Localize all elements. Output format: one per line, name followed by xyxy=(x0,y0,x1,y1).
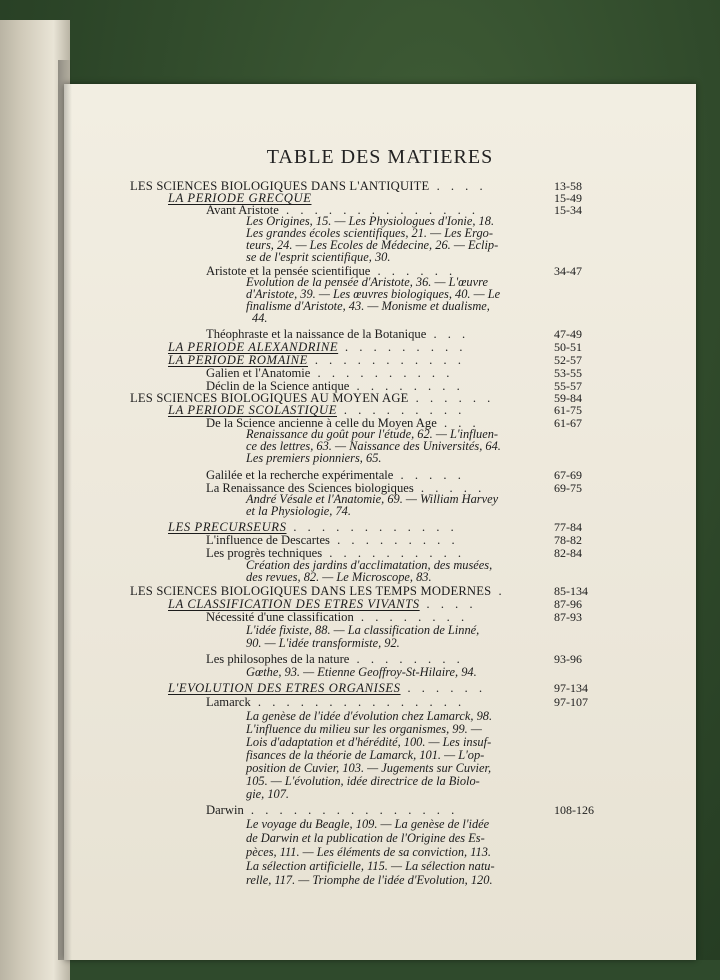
entry-text: des revues, 82. — Le Microscope, 83. xyxy=(246,570,432,584)
entry-text: de Darwin et la publication de l'Origine des Es- xyxy=(246,831,485,845)
entry-text: L'idée fixiste, 88. — La classification de Linné, xyxy=(246,623,480,637)
toc-description-line xyxy=(246,251,390,265)
dot-leader: . . . . . xyxy=(393,468,465,482)
entry-text: ce des lettres, 63. — Naissance des Universités, 64. xyxy=(246,439,501,453)
entry-text: relle, 117. — Triomphe de l'idée d'Evolution, 120. xyxy=(246,873,493,887)
entry-text: La genèse de l'idée d'évolution chez Lamarck, 98. xyxy=(246,709,493,723)
toc-entry xyxy=(206,533,459,547)
entry-text: Gœthe, 93. — Etienne Geoffroy-St-Hilaire, 94. xyxy=(246,665,477,679)
page-number: 52-57 xyxy=(554,353,582,367)
entry-text: Galilée et la recherche expérimentale xyxy=(206,468,394,482)
page-number: 97-134 xyxy=(554,681,588,695)
toc-description-line xyxy=(246,637,400,651)
toc-entry xyxy=(206,366,453,380)
page-number: 93-96 xyxy=(554,652,582,666)
dot-leader: . . . . xyxy=(429,179,487,193)
entry-text: position de Cuvier, 103. — Jugements sur Cuvier, xyxy=(246,761,492,775)
dot-leader: . . . . . . . . . . . . . . . xyxy=(250,695,466,709)
dot-leader: . . . . . . xyxy=(408,391,495,405)
entry-text: André Vésale et l'Anatomie, 69. — William Harvey xyxy=(246,492,499,506)
toc-entry xyxy=(206,652,464,666)
dot-leader: . xyxy=(491,584,506,598)
entry-text: Création des jardins d'acclimatation, des musées, xyxy=(246,558,493,572)
toc-description-line xyxy=(246,832,485,846)
toc-description-line xyxy=(246,860,495,874)
entry-text: 105. — L'évolution, idée directrice de la Biolo- xyxy=(246,774,480,788)
dot-leader: . . . . . . . . . xyxy=(338,340,467,354)
entry-text: Avant Aristote xyxy=(206,203,279,217)
entry-text: Nécessité d'une classification xyxy=(206,610,354,624)
dot-leader: . . . xyxy=(436,416,480,430)
page-title: TABLE DES MATIERES xyxy=(266,146,494,168)
toc-section-heading xyxy=(168,597,477,611)
entry-text: La sélection artificielle, 115. — La sélection natu- xyxy=(246,859,495,873)
book-page xyxy=(64,84,696,960)
entry-text: Renaissance du goût pour l'étude, 62. — L'influen- xyxy=(246,427,499,441)
entry-text: LES SCIENCES BIOLOGIQUES DANS L'ANTIQUITE xyxy=(130,179,430,193)
dot-leader: . . . . . . . . . . . . xyxy=(286,520,459,534)
toc-description-line xyxy=(246,505,351,519)
entry-text: LA PERIODE ROMAINE xyxy=(168,353,308,367)
page-number: 61-67 xyxy=(554,416,582,430)
dot-leader: . . . . . . . . . . xyxy=(310,366,454,380)
page-number: 34-47 xyxy=(554,264,582,278)
page-number: 108-126 xyxy=(554,803,594,817)
entry-text: Aristote et la pensée scientifique xyxy=(206,264,371,278)
entry-text: LA PERIODE ALEXANDRINE xyxy=(168,340,339,354)
dot-leader: . . . . . . . . . xyxy=(337,403,466,417)
entry-text: Les grandes écoles scientifiques, 21. — Les Ergo- xyxy=(246,226,493,240)
entry-text: pèces, 111. — Les éléments de sa conviction, 113. xyxy=(246,845,491,859)
entry-text: LA CLASSIFICATION DES ETRES VIVANTS xyxy=(168,597,420,611)
dot-leader: . . . . . . . . xyxy=(349,379,464,393)
dot-leader: . . . xyxy=(426,327,470,341)
entry-text: L'influence de Descartes xyxy=(206,533,330,547)
entry-text: gie, 107. xyxy=(246,787,290,801)
dot-leader: . . . . . . . . . . xyxy=(322,546,466,560)
dot-leader: . . . . . . . . . . . . . . xyxy=(278,203,480,217)
dot-leader: . . . . . . xyxy=(400,681,487,695)
toc-description-line xyxy=(246,300,490,314)
entry-text: 44. xyxy=(252,311,268,325)
entry-text: LES SCIENCES BIOLOGIQUES AU MOYEN AGE xyxy=(130,391,409,405)
entry-text: Déclin de la Science antique xyxy=(206,379,350,393)
toc-description-line xyxy=(246,666,477,680)
page-number: 77-84 xyxy=(554,520,582,534)
toc-entry xyxy=(206,327,469,341)
entry-text: finalisme d'Aristote, 43. — Monisme et dualisme, xyxy=(246,299,490,313)
toc-description-line xyxy=(246,452,382,466)
entry-text: Les Origines, 15. — Les Physiologues d'Ionie, 18. xyxy=(246,214,495,228)
page-number: 53-55 xyxy=(554,366,582,380)
page-number: 97-107 xyxy=(554,695,588,709)
entry-text: 90. — L'idée transformiste, 92. xyxy=(246,636,400,650)
toc-section-heading xyxy=(168,340,467,354)
dot-leader: . . . . . . . . . . . . . . . xyxy=(243,803,459,817)
page-number: 82-84 xyxy=(554,546,582,560)
toc-description-line xyxy=(252,312,268,326)
entry-text: Les philosophes de la nature xyxy=(206,652,350,666)
entry-text: LA PERIODE SCOLASTIQUE xyxy=(168,403,337,417)
toc-part-heading xyxy=(130,584,506,598)
entry-text: se de l'esprit scientifique, 30. xyxy=(246,250,391,264)
page-number: 13-58 xyxy=(554,179,582,193)
page-number: 55-57 xyxy=(554,379,582,393)
entry-text: Les premiers pionniers, 65. xyxy=(246,451,382,465)
toc-section-heading xyxy=(168,353,465,367)
toc-section-heading xyxy=(168,520,458,534)
entry-text: LES SCIENCES BIOLOGIQUES DANS LES TEMPS MODERNES xyxy=(130,584,492,598)
page-number: 59-84 xyxy=(554,391,582,405)
page-number: 87-93 xyxy=(554,610,582,624)
entry-text: Galien et l'Anatomie xyxy=(206,366,311,380)
dot-leader: . . . . . . . . . xyxy=(329,533,459,547)
entry-text: L'influence du milieu sur les organismes, 99. — xyxy=(246,722,482,736)
dot-leader: . . . . . xyxy=(413,481,486,495)
dot-leader: . . . . xyxy=(419,597,477,611)
page-number: 69-75 xyxy=(554,481,582,495)
entry-text: De la Science ancienne à celle du Moyen Age xyxy=(206,416,437,430)
dot-leader: . . . . . . . . . . . xyxy=(307,353,466,367)
page-number: 47-49 xyxy=(554,327,582,341)
toc-description-line xyxy=(246,874,493,888)
toc-entry xyxy=(206,610,468,624)
page-number: 87-96 xyxy=(554,597,582,611)
dot-leader: . . . . . . xyxy=(370,264,457,278)
entry-text: LES PRECURSEURS xyxy=(168,520,287,534)
entry-text: et la Physiologie, 74. xyxy=(246,504,351,518)
page-number: 50-51 xyxy=(554,340,582,354)
entry-text: La Renaissance des Sciences biologiques xyxy=(206,481,414,495)
toc-description-line xyxy=(246,788,289,802)
page-number: 15-34 xyxy=(554,203,582,217)
entry-text: Théophraste et la naissance de la Botanique xyxy=(206,327,427,341)
page-number: 61-75 xyxy=(554,403,582,417)
entry-text: Evolution de la pensée d'Aristote, 36. — L'œuvre xyxy=(246,275,488,289)
toc-entry xyxy=(206,695,465,709)
toc-section-heading xyxy=(168,681,486,695)
entry-text: Lamarck xyxy=(206,695,251,709)
entry-text: Les progrès techniques xyxy=(206,546,323,560)
toc-section-heading xyxy=(168,403,466,417)
dot-leader: . . . . . . . . xyxy=(353,610,469,624)
entry-text: Darwin xyxy=(206,803,244,817)
book-gutter-shadow xyxy=(58,60,72,960)
toc-description-line xyxy=(246,818,489,832)
entry-text: L'EVOLUTION DES ETRES ORGANISES xyxy=(168,681,401,695)
page-number: 67-69 xyxy=(554,468,582,482)
entry-text: fisances de la théorie de Lamarck, 101. — L'op- xyxy=(246,748,485,762)
entry-text: teurs, 24. — Les Ecoles de Médecine, 26. — Eclip- xyxy=(246,238,499,252)
toc-entry xyxy=(206,468,465,482)
page-number: 85-134 xyxy=(554,584,588,598)
page-number: 78-82 xyxy=(554,533,582,547)
entry-text: LA PERIODE GRECQUE xyxy=(168,191,312,205)
toc-description-line xyxy=(246,571,432,585)
dot-leader: . . . . . . . . xyxy=(349,652,464,666)
page-number: 15-49 xyxy=(554,191,582,205)
toc-description-line xyxy=(246,846,491,860)
toc-entry xyxy=(206,803,458,817)
entry-text: Lois d'adaptation et d'hérédité, 100. — Les insuf- xyxy=(246,735,492,749)
entry-text: Le voyage du Beagle, 109. — La genèse de l'idée xyxy=(246,817,490,831)
entry-text: d'Aristote, 39. — Les œuvres biologiques, 40. — Le xyxy=(246,287,501,301)
